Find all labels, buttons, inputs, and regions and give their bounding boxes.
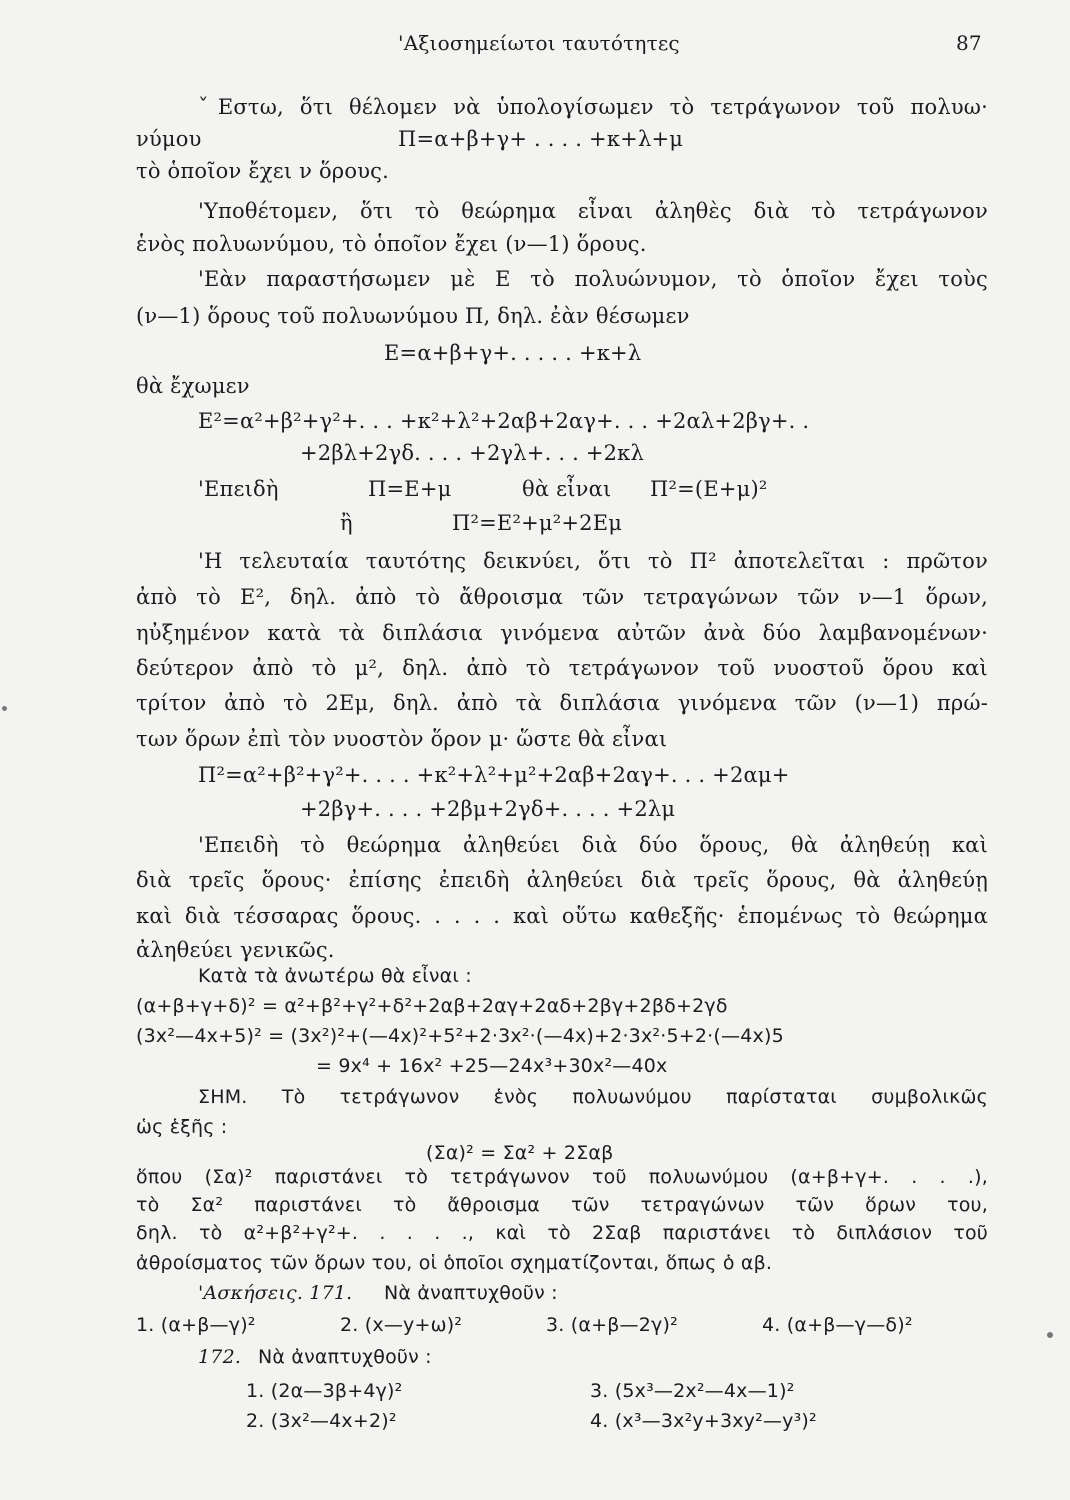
example-formula-3: = 9x⁴ + 16x² +25—24x³+30x²—40x xyxy=(316,1055,668,1077)
text-line: καὶ διὰ τέσσαρας ὅρους. . . . . καὶ οὕτω καθεξῆς· ἑπομένως τὸ θεώρημα xyxy=(136,904,988,928)
exercise-item: 2. (3x²—4x+2)² xyxy=(246,1410,397,1432)
text-line: ἑνὸς πολυωνύμου, τὸ ὁποῖον ἔχει (ν—1) ὅρους. xyxy=(136,232,647,256)
text-line: ἀπὸ τὸ Ε², δηλ. ἀπὸ τὸ ἄθροισμα τῶν τετραγώνων τῶν ν—1 ὅρων, xyxy=(136,585,988,609)
text-line: ἢ xyxy=(340,511,353,535)
note-line: ἀθροίσματος τῶν ὅρων του, οἱ ὁποῖοι σχηματίζονται, ὅπως ὁ αβ. xyxy=(136,1252,773,1274)
text-line: ηὐξημένον κατὰ τὰ διπλάσια γινόμενα αὐτῶν ἀνὰ δύο λαμβανομένων· xyxy=(136,621,988,645)
running-header: 'Αξιοσημείωτοι ταυτότητες xyxy=(398,31,680,55)
exercise-item: 4. (α+β—γ—δ)² xyxy=(762,1314,913,1336)
exercise-item: 3. (5x³—2x²—4x—1)² xyxy=(590,1380,795,1402)
text-line: (ν—1) ὅρους τοῦ πολυωνύμου Π, δηλ. ἐὰν θέσωμεν xyxy=(136,304,690,328)
formula-p-sum: Π=Ε+μ xyxy=(368,477,452,501)
text-line: τρίτον ἀπὸ τὸ 2Εμ, δηλ. ἀπὸ τὰ διπλάσια γινόμενα τῶν (ν—1) πρώ- xyxy=(136,691,988,715)
text-line: των ὅρων ἐπὶ τὸν νυοστὸν ὅρον μ· ὥστε θὰ εἶναι xyxy=(136,727,668,751)
formula-e-squared: Ε²=α²+β²+γ²+. . . +κ²+λ²+2αβ+2αγ+. . . +2αλ+2βγ+. . xyxy=(198,409,810,433)
example-formula-2: (3x²—4x+5)² = (3x²)²+(—4x)²+5²+2·3x²·(—4x)+2·3x²·5+2·(—4x)5 xyxy=(136,1025,784,1047)
example-formula-1: (α+β+γ+δ)² = α²+β²+γ²+δ²+2αβ+2αγ+2αδ+2βγ+2βδ+2γδ xyxy=(136,995,728,1017)
text-line: Κατὰ τὰ ἀνωτέρω θὰ εἶναι : xyxy=(198,965,472,987)
formula-e-squared-cont: +2βλ+2γδ. . . . +2γλ+. . . +2κλ xyxy=(300,441,645,465)
text-line: 'Επειδὴ xyxy=(198,477,279,501)
text-line: 'Η τελευταία ταυτότης δεικνύει, ὅτι τὸ Π² ἀποτελεῖται : πρῶτον xyxy=(198,549,988,573)
page-number: 87 xyxy=(956,31,982,55)
note-line: τὸ Σα² παριστάνει τὸ ἄθροισμα τῶν τετραγώνων τῶν ὅρων του, xyxy=(136,1194,988,1216)
exercise-item: 1. (2α—3β+4γ)² xyxy=(246,1380,403,1402)
text-line: διὰ τρεῖς ὅρους· ἐπίσης ἐπειδὴ ἀληθεύει διὰ τρεῖς ὅρους, θὰ ἀληθεύῃ xyxy=(136,868,988,892)
note-line: ὅπου (Σα)² παριστάνει τὸ τετράγωνον τοῦ πολυωνύμου (α+β+γ+. . . .), xyxy=(136,1166,988,1188)
text-line: 'Επειδὴ τὸ θεώρημα ἀληθεύει διὰ δύο ὅρους, θὰ ἀληθεύῃ καὶ xyxy=(198,833,988,857)
text-line: 'Υποθέτομεν, ὅτι τὸ θεώρημα εἶναι ἀληθὲς διὰ τὸ τετράγωνον xyxy=(198,199,988,223)
formula-polynomial-e: Ε=α+β+γ+. . . . . +κ+λ xyxy=(384,341,642,365)
note-line: δηλ. τὸ α²+β²+γ²+. . . . ., καὶ τὸ 2Σαβ παριστάνει τὸ διπλάσιον τοῦ xyxy=(136,1222,988,1244)
note-line: ὡς ἑξῆς : xyxy=(136,1116,228,1138)
formula-p-squared-full: Π²=α²+β²+γ²+. . . . +κ²+λ²+μ²+2αβ+2αγ+. . . +2αμ+ xyxy=(198,763,790,787)
exercise-item: 4. (x³—3x²y+3xy²—y³)² xyxy=(590,1410,817,1432)
exercises-instruction-172: Νὰ ἀναπτυχθοῦν : xyxy=(258,1346,432,1368)
text-line: ˇΕστω, ὅτι θέλομεν νὰ ὑπολογίσωμεν τὸ τετράγωνον τοῦ πολυω· xyxy=(198,95,988,119)
formula-p-squared: Π²=(Ε+μ)² xyxy=(650,477,768,501)
scan-speck xyxy=(2,706,7,711)
exercises-instruction: Νὰ ἀναπτυχθοῦν : xyxy=(384,1282,558,1304)
note-formula: (Σα)² = Σα² + 2Σαβ xyxy=(426,1142,614,1164)
exercise-item: 1. (α+β—γ)² xyxy=(136,1314,256,1336)
scan-speck xyxy=(1047,1332,1053,1338)
text-line: θὰ εἶναι xyxy=(522,477,612,501)
text-line: ἀληθεύει γενικῶς. xyxy=(136,938,335,962)
text-line: νύμου xyxy=(136,127,202,151)
exercise-item: 2. (x—y+ω)² xyxy=(340,1314,463,1336)
formula-polynomial-p: Π=α+β+γ+ . . . . +κ+λ+μ xyxy=(398,127,684,151)
formula-p-squared-expanded: Π²=Ε²+μ²+2Εμ xyxy=(452,511,623,535)
text-line: δεύτερον ἀπὸ τὸ μ², δηλ. ἀπὸ τὸ τετράγωνον τοῦ νυοστοῦ ὅρου καὶ xyxy=(136,656,988,680)
text-line: θὰ ἔχωμεν xyxy=(136,374,250,398)
text-line: τὸ ὁποῖον ἔχει ν ὅρους. xyxy=(136,159,390,183)
exercises-heading-172: 172. xyxy=(198,1346,242,1368)
text-line: 'Εὰν παραστήσωμεν μὲ Ε τὸ πολυώνυμον, τὸ ὁποῖον ἔχει τοὺς xyxy=(198,267,988,291)
exercise-item: 3. (α+β—2γ)² xyxy=(546,1314,678,1336)
exercises-heading: 'Ασκήσεις. 171. xyxy=(198,1282,353,1304)
note-line: ΣΗΜ. Τὸ τετράγωνον ἑνὸς πολυωνύμου παρίσταται συμβολικῶς xyxy=(198,1086,988,1108)
formula-p-squared-full-cont: +2βγ+. . . . +2βμ+2γδ+. . . . +2λμ xyxy=(300,797,676,821)
